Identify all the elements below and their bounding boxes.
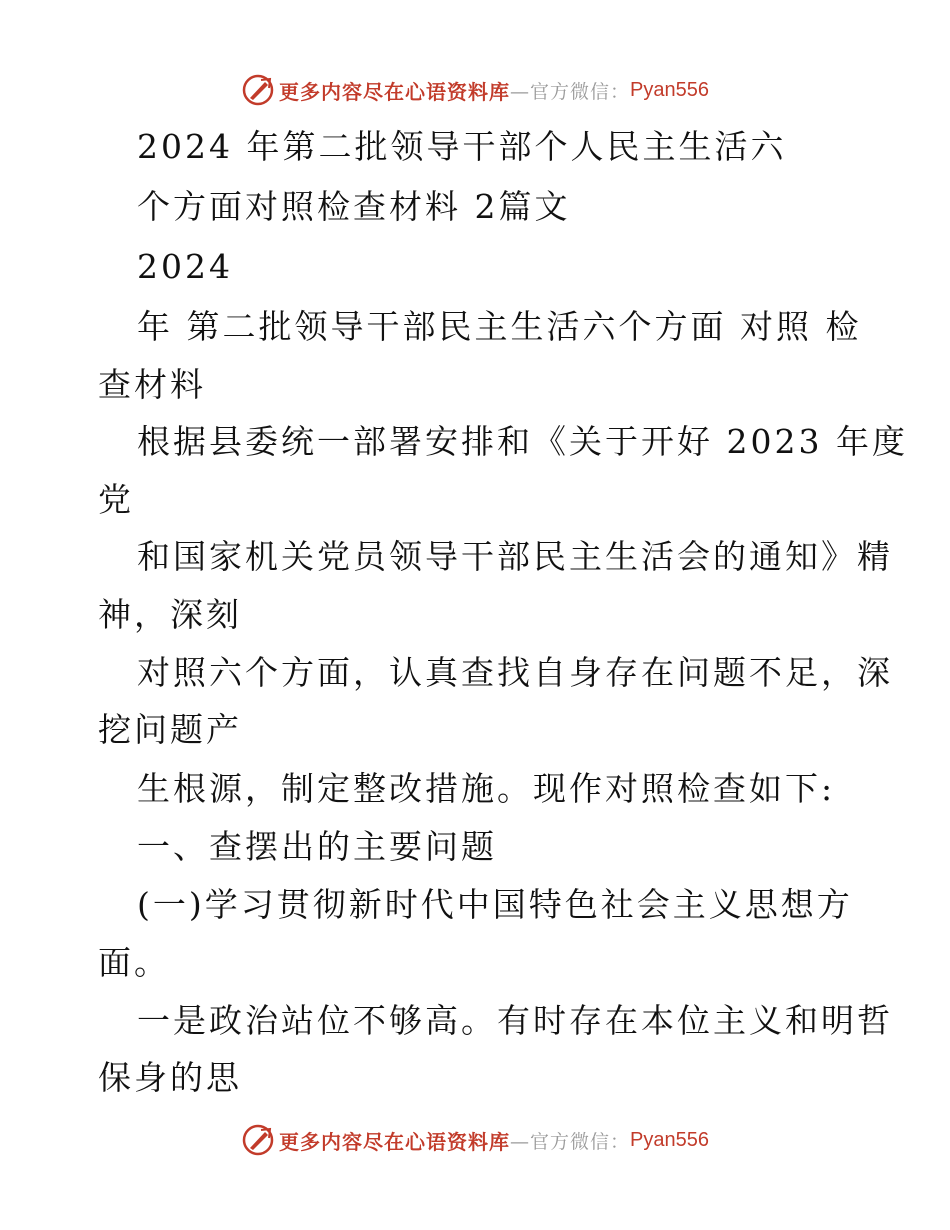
text-line: 和国家机关党员领导干部民主生活会的通知》精 xyxy=(137,537,893,576)
text-line: 党 xyxy=(98,480,134,519)
banner-wechat-id: Pyan556 xyxy=(630,78,709,101)
quill-logo-icon xyxy=(241,1123,275,1157)
text-line: 挖问题产 xyxy=(98,710,242,749)
title-line-2: 个方面对照检查材料 2篇文 xyxy=(137,187,571,226)
text-line: 面。 xyxy=(98,943,170,982)
subsection-heading: (一)学习贯彻新时代中国特色社会主义思想方 xyxy=(137,885,853,924)
text-line: 年 第二批领导干部民主生活六个方面 对照 检 xyxy=(137,307,862,346)
text-line: 2024 xyxy=(137,247,233,286)
banner-label: —官方微信： xyxy=(510,80,631,103)
quill-logo-icon xyxy=(241,73,275,107)
text-line: 神，深刻 xyxy=(98,595,242,634)
header-banner xyxy=(0,70,950,110)
section-heading: 一、查摆出的主要问题 xyxy=(137,827,497,866)
banner-label: —官方微信： xyxy=(510,1130,631,1153)
title-line-1: 2024 年第二批领导干部个人民主生活六 xyxy=(137,127,787,166)
text-line: 查材料 xyxy=(98,365,206,404)
text-line: 一是政治站位不够高。有时存在本位主义和明哲 xyxy=(137,1001,893,1040)
text-line: 根据县委统一部署安排和《关于开好 2023 年度 xyxy=(137,422,908,461)
text-line: 保身的思 xyxy=(98,1058,242,1097)
text-line: 生根源，制定整改措施。现作对照检查如下: xyxy=(137,769,836,808)
banner-text: 更多内容尽在心语资料库 xyxy=(279,79,510,104)
footer-banner xyxy=(0,1120,950,1160)
text-line: 对照六个方面，认真查找自身存在问题不足，深 xyxy=(137,653,893,692)
banner-wechat-id: Pyan556 xyxy=(630,1128,709,1151)
banner-text: 更多内容尽在心语资料库 xyxy=(279,1129,510,1154)
